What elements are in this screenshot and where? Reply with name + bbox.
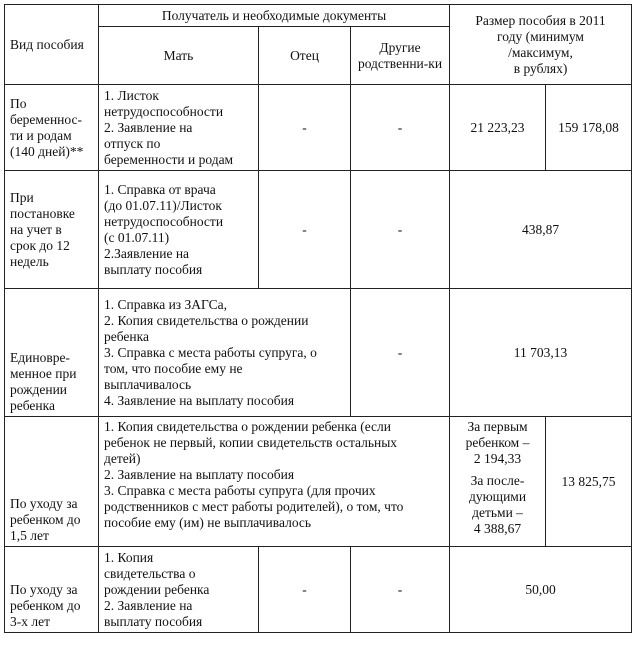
text-line: родственников с мест работы родителей), о том, что: [104, 499, 404, 514]
header-other-relatives: Другие родственни-ки: [351, 27, 450, 85]
father-cell: -: [259, 171, 351, 289]
text-line: 2 194,33: [473, 451, 522, 466]
table-row: [5, 289, 632, 417]
text-line: нетрудоспособности: [104, 213, 224, 229]
header-recipient-docs: Получатель и необходимые документы: [99, 5, 450, 27]
text-line: По уходу за: [10, 582, 78, 597]
text-line: детей): [104, 451, 141, 466]
text-line: рождении: [10, 382, 68, 397]
text-line: ребенком до: [10, 512, 81, 527]
text-line: По: [10, 95, 27, 111]
benefits-table: [4, 4, 632, 633]
mother-docs-cell: [99, 417, 450, 547]
father-cell: -: [259, 85, 351, 171]
text-line: (140 дней)**: [10, 143, 84, 159]
mother-docs-cell: [99, 289, 351, 417]
header-mother: Мать: [99, 27, 259, 85]
benefit-type-cell: [5, 417, 99, 547]
text-line: выплату пособия: [104, 261, 203, 277]
text-line: 1. Листок: [104, 87, 159, 103]
text-line: 2. Заявление на выплату пособия: [104, 467, 295, 482]
text-line: ребенком до: [10, 598, 81, 613]
text-line: пособие ему (им) не выплачивалось: [104, 515, 312, 530]
other-relatives-cell: -: [351, 547, 450, 633]
text-line: менное при: [10, 366, 77, 381]
text-line: 1. Справка от врача: [104, 181, 216, 197]
text-line: том, что пособие ему не: [104, 360, 243, 376]
benefit-type-cell: [5, 171, 99, 289]
text-line: По уходу за: [10, 496, 78, 511]
text-line: (до 01.07.11)/Листок: [104, 197, 222, 213]
text-line: При: [10, 189, 34, 205]
text-line: беременнос-: [10, 111, 82, 127]
text-line: свидетельства о: [104, 565, 196, 581]
text-line: 1,5 лет: [10, 528, 49, 543]
other-relatives-cell: -: [351, 85, 450, 171]
header-amount-line: году (минимум: [497, 28, 584, 44]
table-row: [5, 171, 632, 289]
text-line: 2. Копия свидетельства о рождении: [104, 312, 309, 328]
text-line: выплату пособия: [104, 613, 203, 629]
other-relatives-cell: -: [351, 289, 450, 417]
father-cell: -: [259, 547, 351, 633]
text-line: 3. Справка с места работы супруга, о: [104, 344, 317, 360]
text-line: (с 01.07.11): [104, 229, 170, 245]
table-row: [5, 417, 632, 547]
table-row: [5, 85, 632, 171]
text-line: срок до 12: [10, 237, 70, 253]
text-line: ребенка: [10, 398, 55, 413]
amount-max-cell: 159 178,08: [546, 85, 632, 171]
text-line: ребенка: [104, 328, 149, 344]
text-line: ребенком –: [465, 435, 530, 450]
benefit-type-cell: [5, 547, 99, 633]
text-line: дующими: [468, 489, 527, 504]
text-line: 4. Заявление на выплату пособия: [104, 392, 295, 408]
header-amount-line: в рублях): [513, 60, 568, 76]
text-line: 3. Справка с места работы супруга (для прочих: [104, 483, 376, 498]
text-line: недель: [10, 253, 49, 269]
header-benefit-type: Вид пособия: [5, 5, 99, 85]
text-line: 1. Копия: [104, 549, 154, 565]
mother-docs-cell: [99, 85, 259, 171]
text-line: 1. Справка из ЗАГСа,: [104, 296, 228, 312]
benefit-type-cell: [5, 85, 99, 171]
text-line: беременности и родам: [104, 151, 234, 167]
amount-max-cell: 13 825,75: [546, 417, 632, 547]
header-amount: [450, 5, 632, 85]
text-line: выплачивалось: [104, 376, 192, 392]
amount-per-child-cell: [450, 417, 546, 547]
header-father: Отец: [259, 27, 351, 85]
amount-cell: 11 703,13: [450, 289, 632, 417]
amount-cell: 50,00: [450, 547, 632, 633]
benefit-type-cell: [5, 289, 99, 417]
text-line: нетрудоспособности: [104, 103, 224, 119]
amount-min-cell: 21 223,23: [450, 85, 546, 171]
table-row: [5, 547, 632, 633]
text-line: Единовре-: [10, 350, 70, 365]
header-amount-line: /максимум,: [508, 44, 573, 60]
text-line: детьми –: [472, 505, 523, 520]
text-line: постановке: [10, 205, 75, 221]
text-line: ти и родам: [10, 127, 72, 143]
amount-cell: 438,87: [450, 171, 632, 289]
text-line: на учет в: [10, 221, 62, 237]
text-line: 3-х лет: [10, 614, 50, 629]
text-line: 1. Копия свидетельства о рождении ребенка (если: [104, 419, 391, 434]
other-relatives-cell: -: [351, 171, 450, 289]
text-line: За первым: [467, 419, 528, 434]
text-line: ребенок не первый, копии свидетельств остальных: [104, 435, 398, 450]
text-line: рождении ребенка: [104, 581, 210, 597]
mother-docs-cell: [99, 547, 259, 633]
text-line: отпуск по: [104, 135, 161, 151]
text-line: 2. Заявление на: [104, 597, 193, 613]
text-line: За после-: [470, 473, 525, 488]
text-line: 2.Заявление на: [104, 245, 190, 261]
header-amount-line: Размер пособия в 2011: [475, 12, 606, 28]
mother-docs-cell: [99, 171, 259, 289]
text-line: 4 388,67: [473, 521, 522, 536]
text-line: 2. Заявление на: [104, 119, 193, 135]
